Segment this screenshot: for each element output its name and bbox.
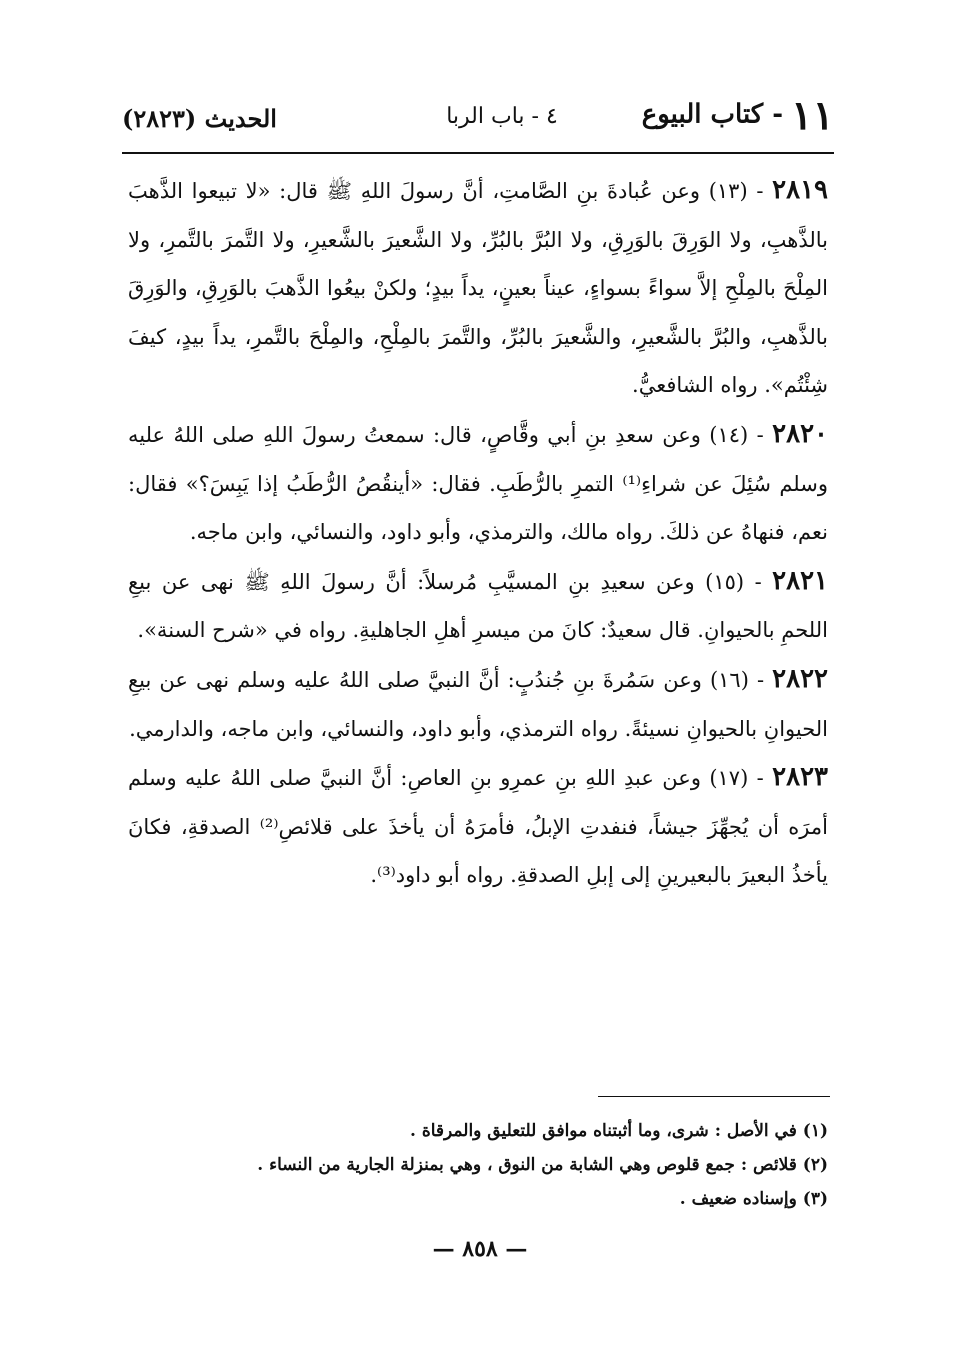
page-number: — ٨٥٨ — [432,1236,528,1262]
hadith-text: - (١٣) وعن عُبادةَ بنِ الصَّامتِ، أنَّ رسولَ اللهِ ﷺ قال: «لا تبيعوا الذَّهبَ بالذَّهبِ، ولا الوَرِقَ بالوَرِقِ، ولا البُرَّ بالبُرِّ، ولا الشَّعيرَ بالشَّعيرِ، ولا التَّمرَ بالتَّمرِ، ولا المِلْحَ بالمِلْحِ إلاَّ سواءً بسواءٍ، عيناً بعينٍ، يداً بيدٍ؛ ولكنْ بيعُوا الذَّهبَ بالوَرِقِ، والوَرِقَ بالذَّهبِ، والبُرَّ بالشَّعيرِ، والشَّعيرَ بالبُرِّ، والتَّمرَ بالمِلْحِ، والمِلْحَ بالتَّمرِ، يداً بيدٍ، كيفَ شِئْتُم». رواه الشافعيُّ. [128,179,828,398]
header-divider [122,152,834,154]
footnote: (٢) قلائص : جمع قلوص وهي الشابة من النوق ، وهي بمنزلة الجارية من النساء . [257,1155,828,1175]
chapter-number: ١١ [791,92,834,139]
hadith-entry [128,753,828,900]
hadith-text: - (١٦) وعن سَمُرةَ بنِ جُندُبٍ: أنَّ النبيَّ صلى اللهُ عليه وسلم نهى عن بيعِ الحيوانِ بالحيوانِ نسيئةً. رواه الترمذي، وأبو داود، والنسائي، وابن ماجه، والدارمي. [128,667,828,741]
hadith-entry [128,655,828,753]
hadith-text: - (١٤) وعن سعدِ بنِ أبي وقَّاصٍ، قال: سمعتُ رسولَ اللهِ صلى اللهُ عليه وسلم سُئِلَ عن شراءِ⁽¹⁾ التمرِ بالرُّطَبِ. فقال: «أينقُصُ الرُّطَبُ إذا يَبِسَ؟» فقال: نعم، فنهاهُ عن ذلكَ. رواه مالك، والترمذي، وأبو داود، والنسائي، وابن ماجه. [128,422,828,545]
footnote: (٣) وإسناده ضعيف . [679,1189,828,1209]
hadith-text: - (١٥) وعن سعيدِ بنِ المسيَّبِ مُرسلاً: أنَّ رسولَ اللهِ ﷺ نهى عن بيعِ اللحمِ بالحيوانِ. قال سعيدٌ: كانَ من ميسرِ أهلِ الجاهليةِ. رواه في «شرح السنة». [128,569,828,643]
hadith-entry [128,557,828,655]
footnote-divider [598,1096,830,1097]
hadith-number: ٢٨٢٢ [772,663,829,694]
footnotes [200,1114,828,1216]
chapter-title: ٤ - باب الربا [446,104,558,129]
book-title: - كتاب البيوع [641,99,784,130]
hadith-number: ٢٨٢٠ [772,418,828,449]
footnote: (١) في الأصل : شرى، وما أثبتناه موافق للتعليق والمرقاة . [410,1121,828,1141]
hadith-entry [128,410,828,557]
hadith-text: - (١٧) وعن عبدِ اللهِ بنِ عمرِو بنِ العاصِ: أنَّ النبيَّ صلى اللهُ عليه وسلم أمرَه أن يُجهِّزَ جيشاً، فنفدتِ الإبلُ، فأمرَهُ أن يأخذَ على قلائصِ⁽²⁾ الصدقةِ، فكانَ يأخذُ البعيرَ بالبعيرينِ إلى إبلِ الصدقةِ. رواه أبو داود⁽³⁾. [128,766,828,888]
hadith-range: الحديث (٢٨٢٣) [122,104,277,133]
hadith-list [128,166,828,900]
hadith-entry [128,166,828,410]
book-heading [642,92,834,139]
hadith-number: ٢٨١٩ [772,175,829,205]
hadith-number: ٢٨٢١ [772,565,828,596]
running-header [122,92,834,144]
hadith-number: ٢٨٢٣ [772,762,828,793]
